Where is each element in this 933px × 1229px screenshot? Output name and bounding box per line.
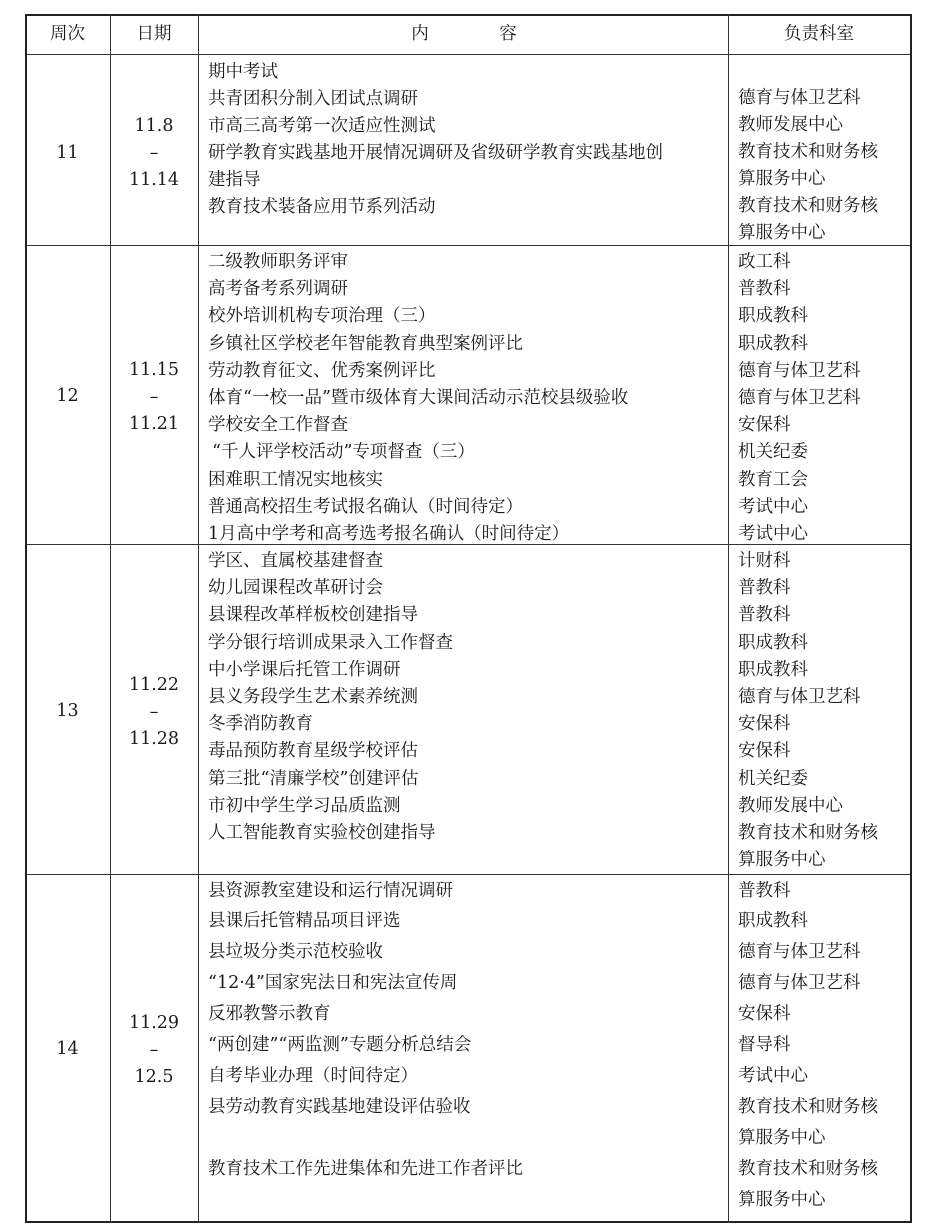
dept-item: 普教科: [738, 279, 791, 300]
dept-item: 教育技术和财务核: [738, 1159, 878, 1179]
dept-item: 算服务中心: [738, 1190, 826, 1210]
content-item: 高考备考系列调研: [208, 279, 348, 300]
content-item: 劳动教育征文、优秀案例评比: [208, 360, 436, 381]
week-number: 12: [56, 386, 79, 406]
table-border-bottom: [25, 1221, 912, 1223]
content-item: 教育技术工作先进集体和先进工作者评比: [208, 1159, 523, 1179]
dept-item: 德育与体卫艺科: [738, 388, 861, 408]
dept-item: 德育与体卫艺科: [738, 687, 861, 707]
dept-item: 算服务中心: [738, 223, 826, 243]
header-content-char-1: 内: [411, 24, 429, 44]
content-item: 校外培训机构专项治理（三）: [208, 306, 436, 327]
content-item: 教育技术装备应用节系列活动: [208, 197, 436, 217]
dept-item: 计财科: [738, 551, 791, 571]
content-item: 共青团积分制入团试点调研: [208, 89, 418, 109]
dept-item: 政工科: [738, 252, 791, 272]
dept-item: 教育工会: [738, 469, 808, 490]
header-week: 周次: [50, 24, 85, 44]
header-dept: 负责科室: [784, 24, 854, 44]
dept-item: 德育与体卫艺科: [738, 942, 861, 962]
date-separator: –: [149, 143, 159, 163]
content-item: 学校安全工作督查: [208, 415, 348, 436]
dept-item: 德育与体卫艺科: [738, 360, 861, 381]
dept-item: 普教科: [738, 605, 791, 626]
content-item: 县课程改革样板校创建指导: [208, 605, 418, 626]
date-separator: –: [149, 702, 159, 722]
date-start: 11.22: [128, 675, 180, 695]
dept-item: 教育技术和财务核: [738, 142, 878, 162]
dept-item: 普教科: [738, 881, 791, 901]
content-item: “12·4”国家宪法日和宪法宣传周: [208, 973, 458, 993]
content-item: 学区、直属校基建督查: [208, 551, 383, 571]
dept-item: 教育技术和财务核: [738, 1097, 878, 1117]
content-item: 第三批“清廉学校”创建评估: [208, 768, 419, 789]
content-item: 县垃圾分类示范校验收: [208, 942, 383, 962]
dept-item: 普教科: [738, 578, 791, 599]
date-separator: –: [149, 1040, 159, 1060]
content-item: 县资源教室建设和运行情况调研: [208, 881, 453, 901]
content-item: 冬季消防教育: [208, 714, 313, 735]
date-start: 11.15: [128, 360, 180, 380]
content-item: 二级教师职务评审: [208, 252, 348, 272]
dept-item: 职成教科: [738, 306, 808, 327]
dept-item: 机关纪委: [738, 768, 808, 789]
column-divider: [198, 14, 199, 1223]
content-item: “千人评学校活动”专项督查（三）: [212, 442, 475, 463]
content-item: 中小学课后托管工作调研: [208, 659, 401, 680]
content-item: 乡镇社区学校老年智能教育典型案例评比: [208, 333, 523, 354]
content-item: 市高三高考第一次适应性测试: [208, 116, 436, 136]
dept-item: 机关纪委: [738, 442, 808, 463]
content-item: 自考毕业办理（时间待定）: [208, 1066, 418, 1086]
dept-item: 算服务中心: [738, 850, 826, 871]
content-item: 市初中学生学习品质监测: [208, 795, 401, 816]
dept-item: 教育技术和财务核: [738, 196, 878, 216]
content-item: 期中考试: [208, 62, 278, 82]
content-item: 毒品预防教育星级学校评估: [208, 741, 418, 762]
content-item: 幼儿园课程改革研讨会: [208, 578, 383, 599]
content-item: 1月高中学考和高考选考报名确认（时间待定）: [208, 524, 570, 544]
dept-item: 考试中心: [738, 524, 808, 544]
content-item: 研学教育实践基地开展情况调研及省级研学教育实践基地创: [208, 143, 663, 163]
dept-item: 德育与体卫艺科: [738, 973, 861, 993]
content-item: 县课后托管精品项目评选: [208, 911, 401, 931]
dept-item: 考试中心: [738, 1066, 808, 1086]
dept-item: 安保科: [738, 714, 791, 735]
date-start: 11.29: [128, 1013, 180, 1033]
date-end: 12.5: [134, 1067, 174, 1087]
table-border-right: [910, 14, 912, 1223]
dept-item: 安保科: [738, 415, 791, 436]
content-item: 反邪教警示教育: [208, 1004, 331, 1024]
dept-item: 算服务中心: [738, 169, 826, 189]
header-date: 日期: [136, 24, 172, 44]
dept-item: 安保科: [738, 741, 791, 762]
week-number: 14: [56, 1039, 79, 1059]
content-item: 体育“一校一品”暨市级体育大课间活动示范校县级验收: [208, 388, 629, 408]
week-number: 13: [56, 701, 79, 721]
dept-item: 职成教科: [738, 333, 808, 354]
content-item: 学分银行培训成果录入工作督查: [208, 632, 453, 653]
dept-item: 教师发展中心: [738, 795, 843, 816]
dept-item: 安保科: [738, 1004, 791, 1024]
date-separator: –: [149, 387, 159, 407]
dept-item: 教育技术和财务核: [738, 823, 878, 843]
dept-item: 职成教科: [738, 659, 808, 680]
header-content-char-2: 容: [499, 24, 517, 44]
dept-item: 职成教科: [738, 911, 808, 931]
date-end: 11.28: [128, 729, 180, 749]
dept-item: 德育与体卫艺科: [738, 88, 861, 108]
content-item: 普通高校招生考试报名确认（时间待定）: [208, 496, 523, 517]
date-end: 11.14: [128, 170, 180, 190]
header-divider: [25, 54, 912, 55]
week-number: 11: [56, 143, 79, 163]
column-divider: [728, 14, 729, 1223]
content-item: 人工智能教育实验校创建指导: [208, 823, 436, 843]
content-item: 县劳动教育实践基地建设评估验收: [208, 1097, 471, 1117]
content-item: “两创建”“两监测”专题分析总结会: [208, 1035, 472, 1055]
content-item: 县义务段学生艺术素养统测: [208, 687, 418, 707]
dept-item: 算服务中心: [738, 1128, 826, 1148]
dept-item: 督导科: [738, 1035, 791, 1055]
date-start: 11.8: [134, 116, 174, 136]
dept-item: 考试中心: [738, 496, 808, 517]
content-item: 困难职工情况实地核实: [208, 469, 383, 490]
content-item: 建指导: [208, 170, 261, 190]
dept-item: 职成教科: [738, 632, 808, 653]
date-end: 11.21: [128, 414, 180, 434]
dept-item: 教师发展中心: [738, 115, 843, 135]
